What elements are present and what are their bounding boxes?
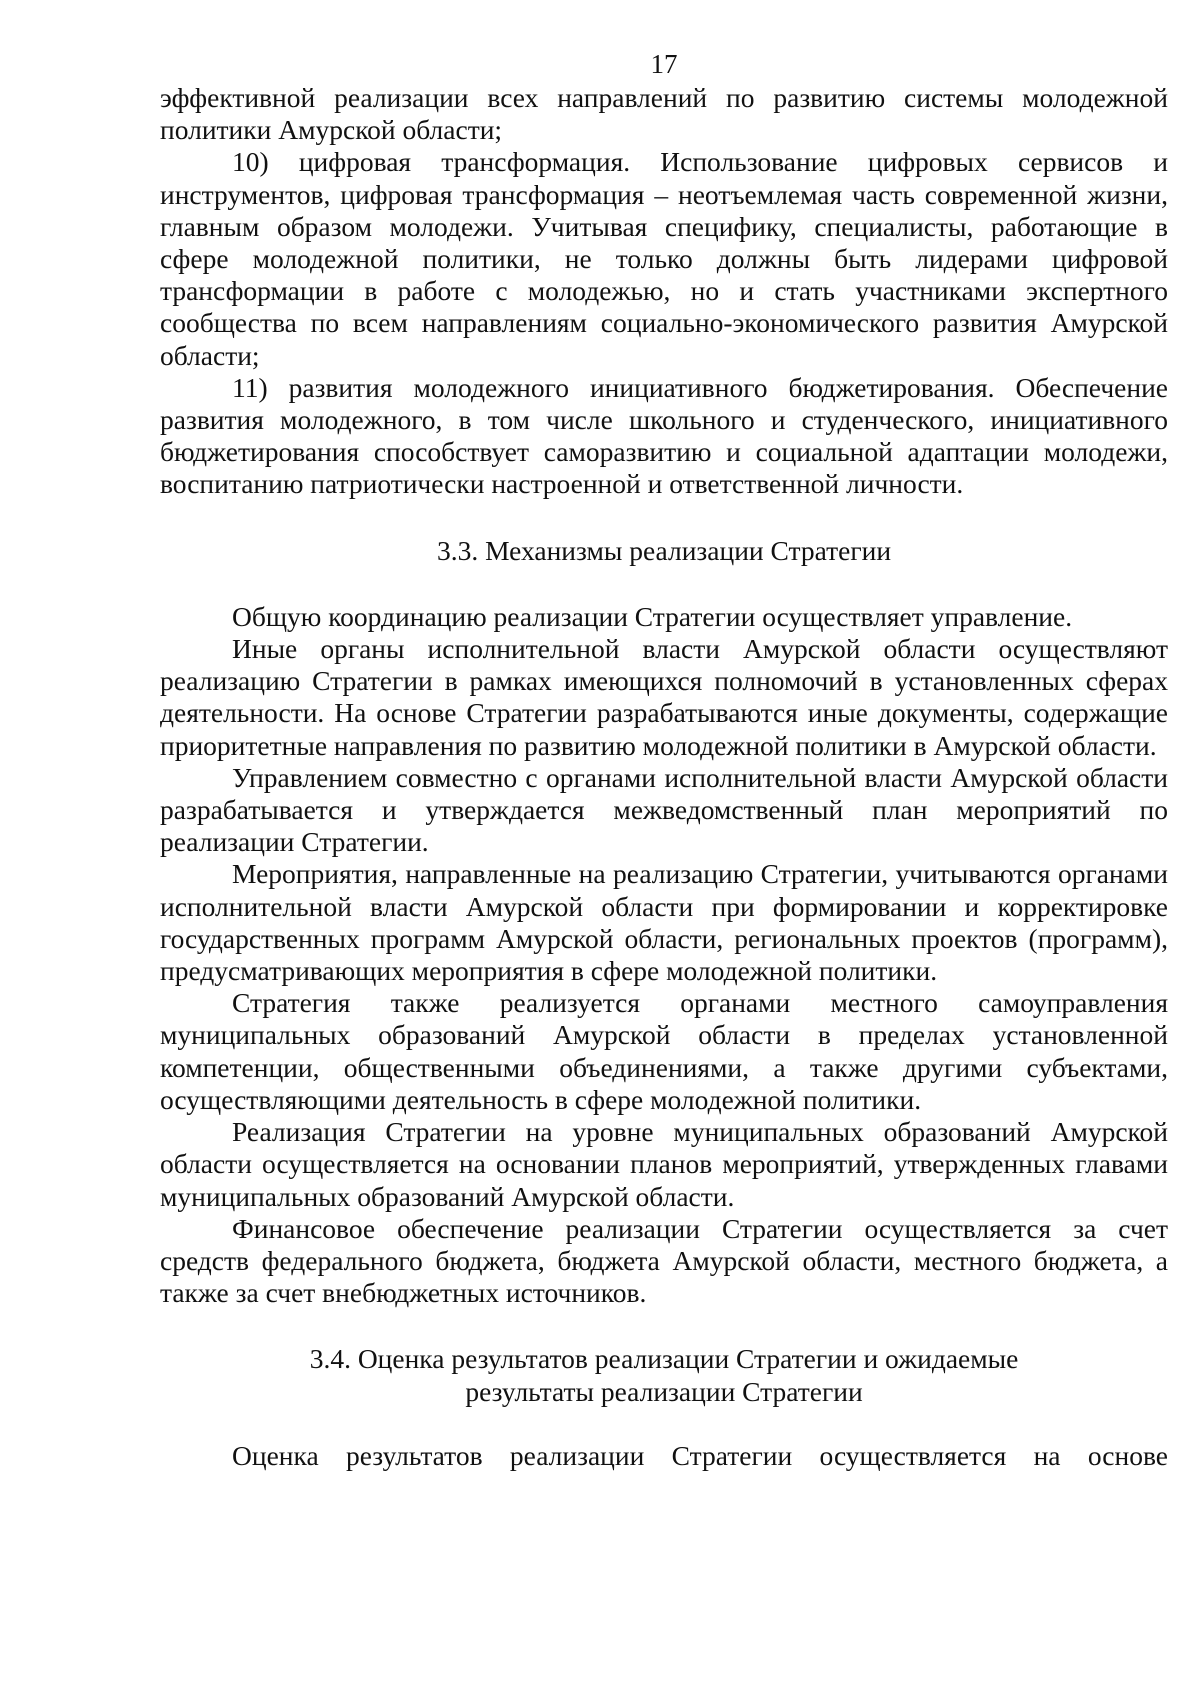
section-heading-3-3: 3.3. Механизмы реализации Стратегии [436,534,892,566]
paragraph-other-bodies: Иные органы исполнительной власти Амурской области осуществляют реализацию Стратегии в рамках имеющихся полномочий в установленных сферах деятельности. На основе Стратегии разрабатываются иные документы, содержащие приоритетные направления по развитию молодежной политики в Амурской области. [160,633,1168,761]
page-number: 17 [650,49,678,79]
paragraph-continuation: эффективной реализации всех направлений по развитию системы молодежной политики Амурской области; [160,82,1168,146]
paragraph-municipal-level: Реализация Стратегии на уровне муниципальных образований Амурской области осуществляется на основании планов мероприятий, утвержденных главами муниципальных образований Амурской области. [160,1116,1168,1212]
paragraph-interagency-plan: Управлением совместно с органами исполнительной власти Амурской области разрабатывается и утверждается межведомственный план мероприятий по реализации Стратегии. [160,761,1168,858]
paragraph-local-government: Стратегия также реализуется органами местного самоуправления муниципальных образований Амурской области в пределах установленной компетенции, общественными объединениями, а также другими субъектами, осуществляющими деятельность в сфере молодежной политики. [160,987,1168,1115]
section-heading-3-4-line1: 3.4. Оценка результатов реализации Стратегии и ожидаемые [309,1343,1019,1375]
paragraph-state-programs: Мероприятия, направленные на реализацию Стратегии, учитываются органами исполнительной власти Амурской области при формировании и корректировке государственных программ Амурской области, региональных проектов (программ), предусматривающих мероприятия в сфере молодежной политики. [160,858,1168,987]
section-heading-3-4-line2: результаты реализации Стратегии [465,1375,863,1407]
paragraph-item-11: 11) развития молодежного инициативного бюджетирования. Обеспечение развития молодежного, в том числе школьного и студенческого, инициативного бюджетирования способствует саморазвитию и социальной адаптации молодежи, воспитанию патриотически настроенной и ответственной личности. [160,371,1168,500]
document-page [160,48,1168,1472]
paragraph-financing: Финансовое обеспечение реализации Стратегии осуществляется за счет средств федерального бюджета, бюджета Амурской области, местного бюджета, а также за счет внебюджетных источников. [160,1212,1168,1309]
paragraph-coordination: Общую координацию реализации Стратегии осуществляет управление. [232,600,1073,632]
paragraph-evaluation: Оценка результатов реализации Стратегии осуществляется на основе [232,1439,1168,1471]
paragraph-item-10: 10) цифровая трансформация. Использование цифровых сервисов и инструментов, цифровая трансформация – неотъемлемая часть современной жизни, главным образом молодежи. Учитывая специфику, специалисты, работающие в сфере молодежной политики, не только должны быть лидерами цифровой трансформации в работе с молодежью, но и стать участниками экспертного сообщества по всем направлениям социально-экономического развития Амурской области; [160,146,1168,371]
